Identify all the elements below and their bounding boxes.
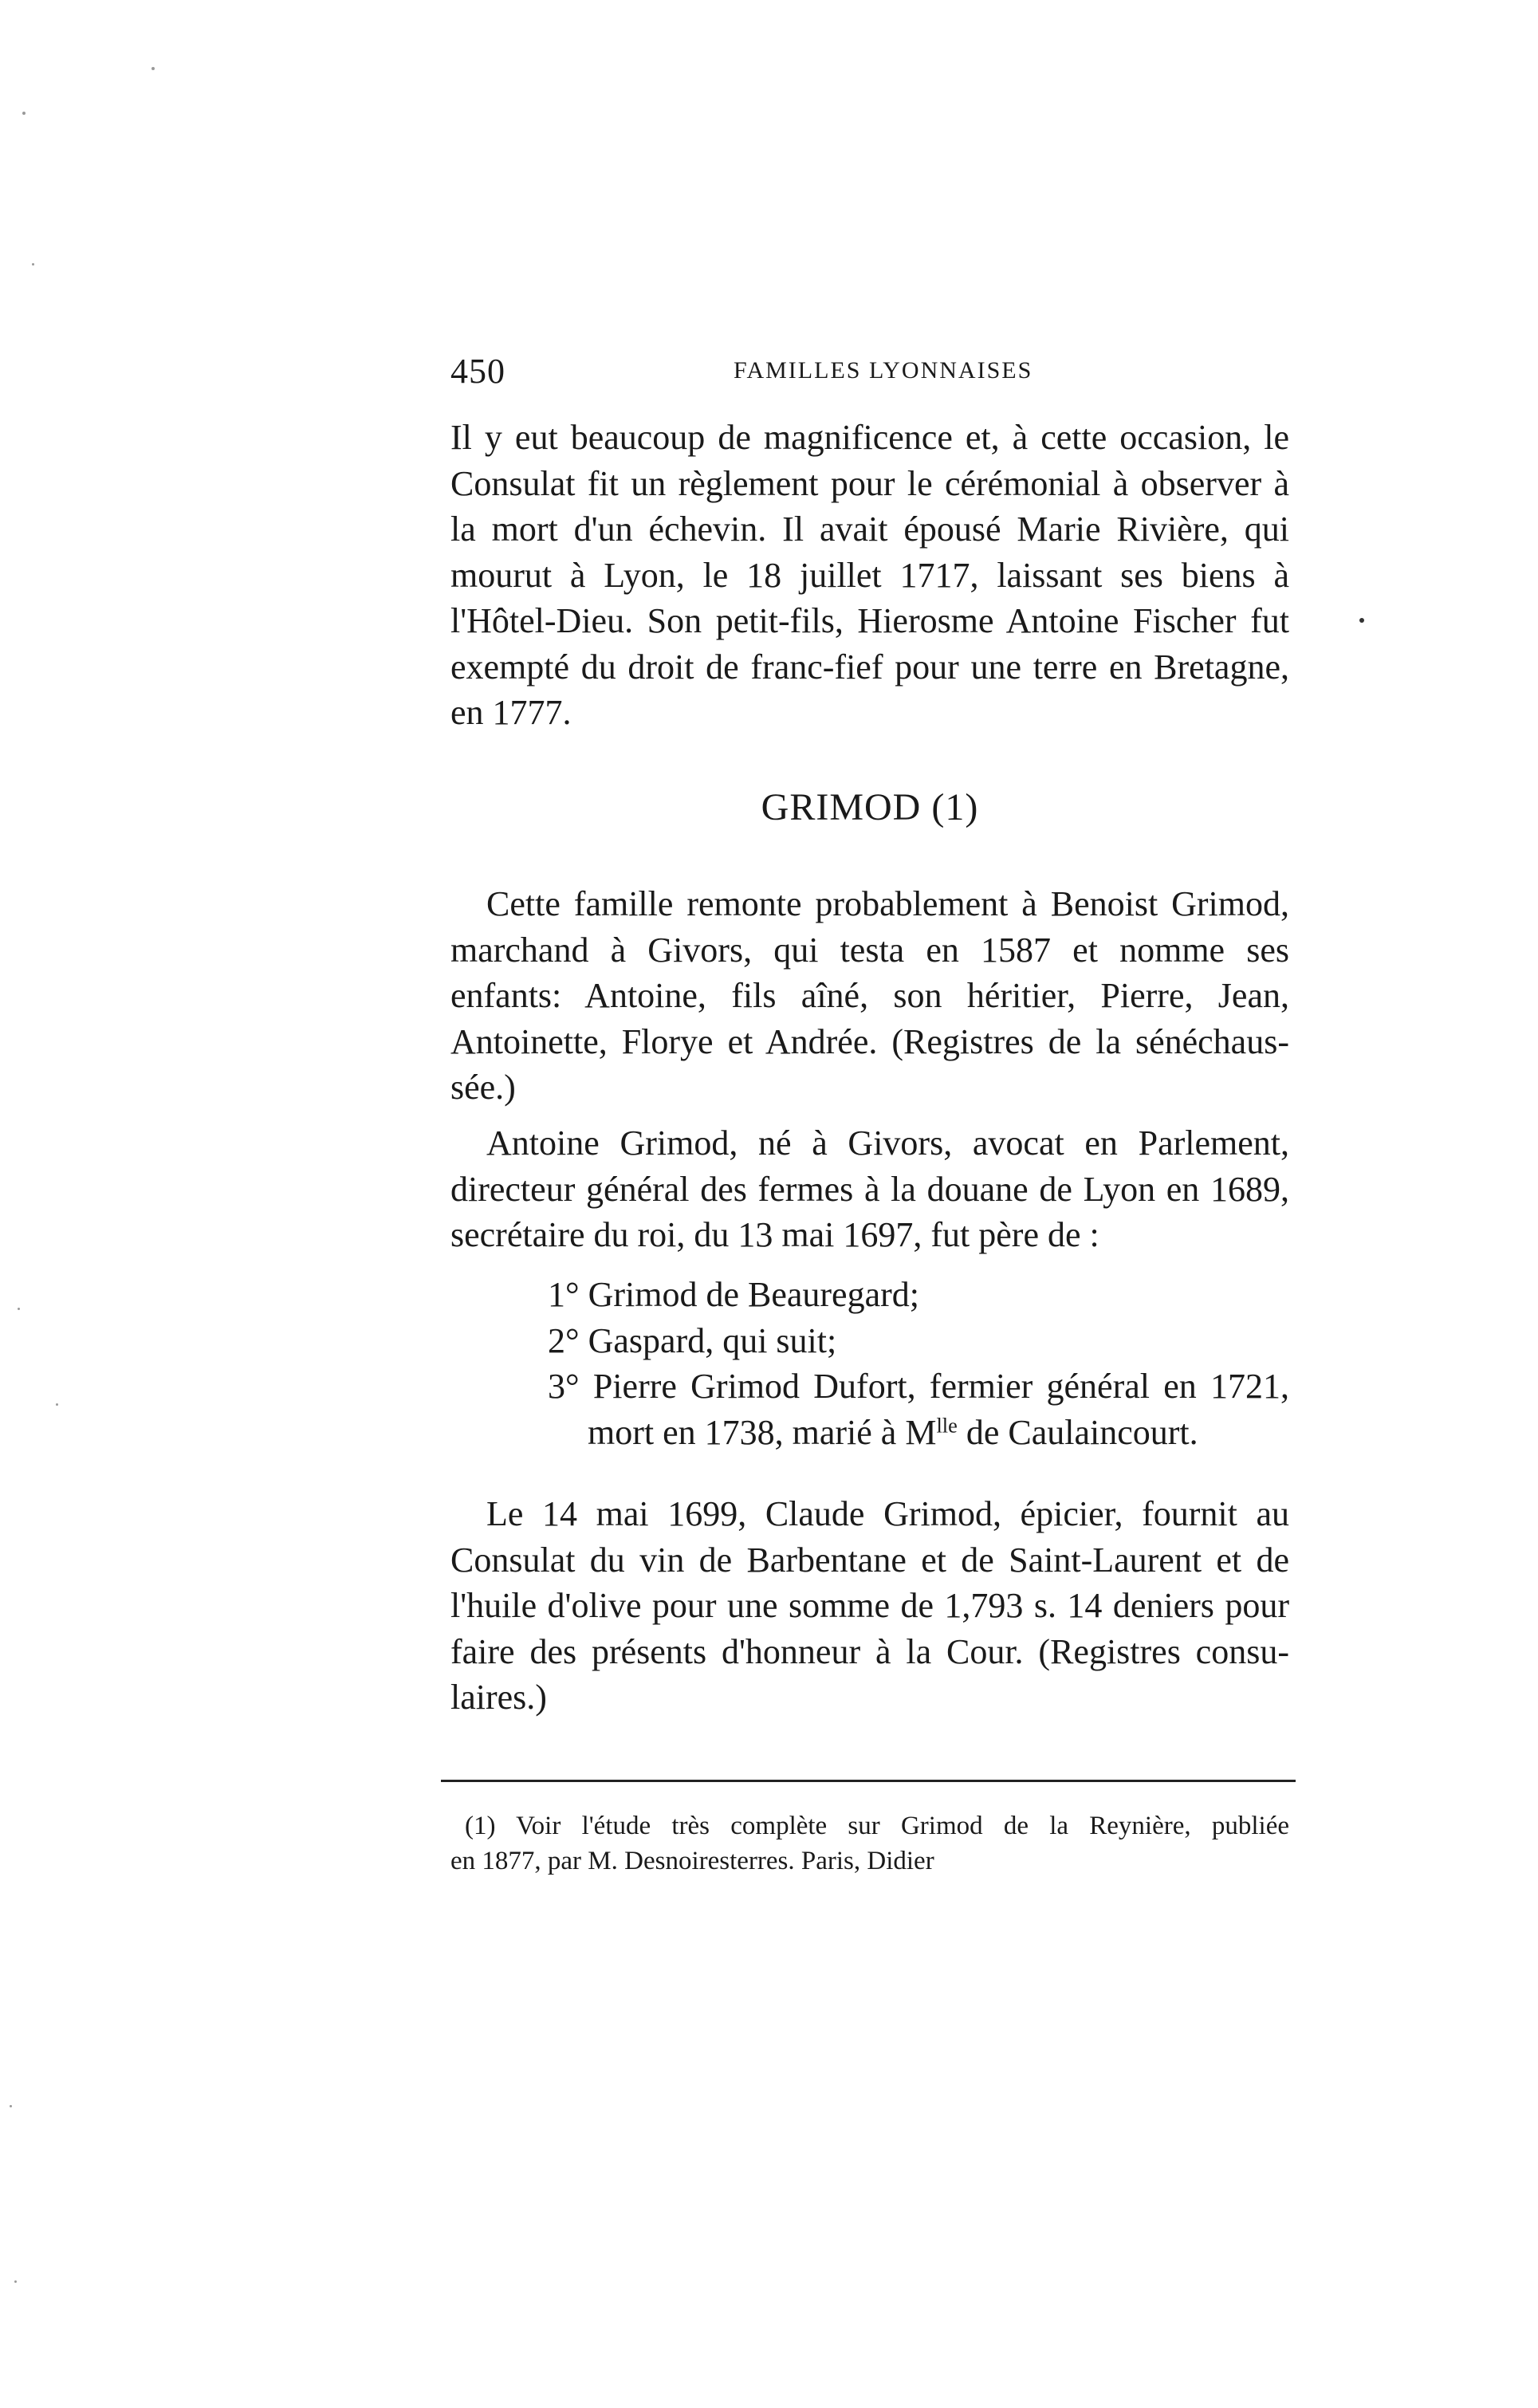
text-line: laires.) [450, 1678, 547, 1717]
text-line: Consulat du vin de Barbentane et de Saint-Laurent et de [450, 1540, 1289, 1580]
page-number: 450 [450, 352, 505, 391]
running-title: FAMILLES LYONNAISES [734, 357, 1033, 384]
text-line: marchand à Givors, qui testa en 1587 et nomme ses [450, 930, 1289, 970]
footnote [450, 1808, 1289, 1879]
scan-speck [22, 112, 26, 115]
scan-speck [56, 1403, 58, 1406]
footnote-divider [441, 1780, 1296, 1782]
list-item [450, 1318, 1289, 1364]
running-head [450, 351, 1289, 399]
text-line: Consulat fit un règlement pour le cérémonial à observer à [450, 463, 1289, 503]
list-item [450, 1363, 1289, 1455]
text-line: secrétaire du roi, du 13 mai 1697, fut père de : [450, 1215, 1099, 1254]
text-line: Cette famille remonte probablement à Benoist Grimod, [486, 884, 1289, 923]
text-line: faire des présents d'honneur à la Cour. (Registres consu- [450, 1631, 1289, 1671]
text-line: la mort d'un échevin. Il avait épousé Marie Rivière, qui [450, 510, 1289, 549]
list-item-text: 1° Grimod de Beauregard; [548, 1275, 919, 1314]
text-line: sée.) [450, 1068, 516, 1107]
text-line: exempté du droit de franc-fief pour une terre en Bretagne, [450, 647, 1289, 687]
text-line: enfants: Antoine, fils aîné, son héritier, Pierre, Jean, [450, 976, 1289, 1015]
text-line: l'huile d'olive pour une somme de 1,793 s. 14 deniers pour [450, 1586, 1289, 1625]
text-line: directeur général des fermes à la douane de Lyon en 1689, [450, 1169, 1289, 1209]
list-item [450, 1272, 1289, 1318]
children-list [450, 1272, 1289, 1455]
text-line: en 1777. [450, 693, 572, 732]
section-heading: GRIMOD (1) [761, 786, 979, 828]
text-line: Le 14 mai 1699, Claude Grimod, épicier, fournit au [486, 1494, 1289, 1533]
scan-speck [14, 2280, 17, 2283]
list-item-text: de Caulaincourt. [957, 1412, 1198, 1452]
list-item-continuation [548, 1410, 1289, 1456]
grimod-paragraph-claude [450, 1491, 1289, 1721]
footnote-line: (1) Voir l'étude très complète sur Grimod de la Reynière, publiée [465, 1812, 1289, 1840]
list-item-text: 2° Gaspard, qui suit; [548, 1320, 837, 1360]
footnote-line: en 1877, par M. Desnoiresterres. Paris, Didier [450, 1847, 934, 1875]
superscript-abbrev: lle [936, 1412, 958, 1437]
scan-speck [1359, 618, 1364, 623]
intro-paragraph [450, 415, 1289, 736]
grimod-paragraph-origins [450, 881, 1289, 1111]
text-line: Antoinette, Florye et Andrée. (Registres de la sénéchaus- [450, 1021, 1289, 1061]
scan-speck [18, 1308, 20, 1310]
grimod-paragraph-antoine [450, 1120, 1289, 1258]
scan-speck [32, 263, 34, 266]
text-line: Il y eut beaucoup de magnificence et, à cette occasion, le [450, 418, 1289, 457]
text-line: l'Hôtel-Dieu. Son petit-fils, Hierosme Antoine Fischer fut [450, 601, 1289, 640]
scan-speck [10, 2105, 12, 2107]
text-line: mourut à Lyon, le 18 juillet 1717, laissant ses biens à [450, 555, 1289, 595]
scan-speck [151, 67, 155, 70]
list-item-text: 3° Pierre Grimod Dufort, fermier général en 1721, [548, 1367, 1289, 1406]
list-item-text: mort en 1738, marié à M [588, 1412, 937, 1452]
text-line: Antoine Grimod, né à Givors, avocat en Parlement, [486, 1123, 1289, 1163]
